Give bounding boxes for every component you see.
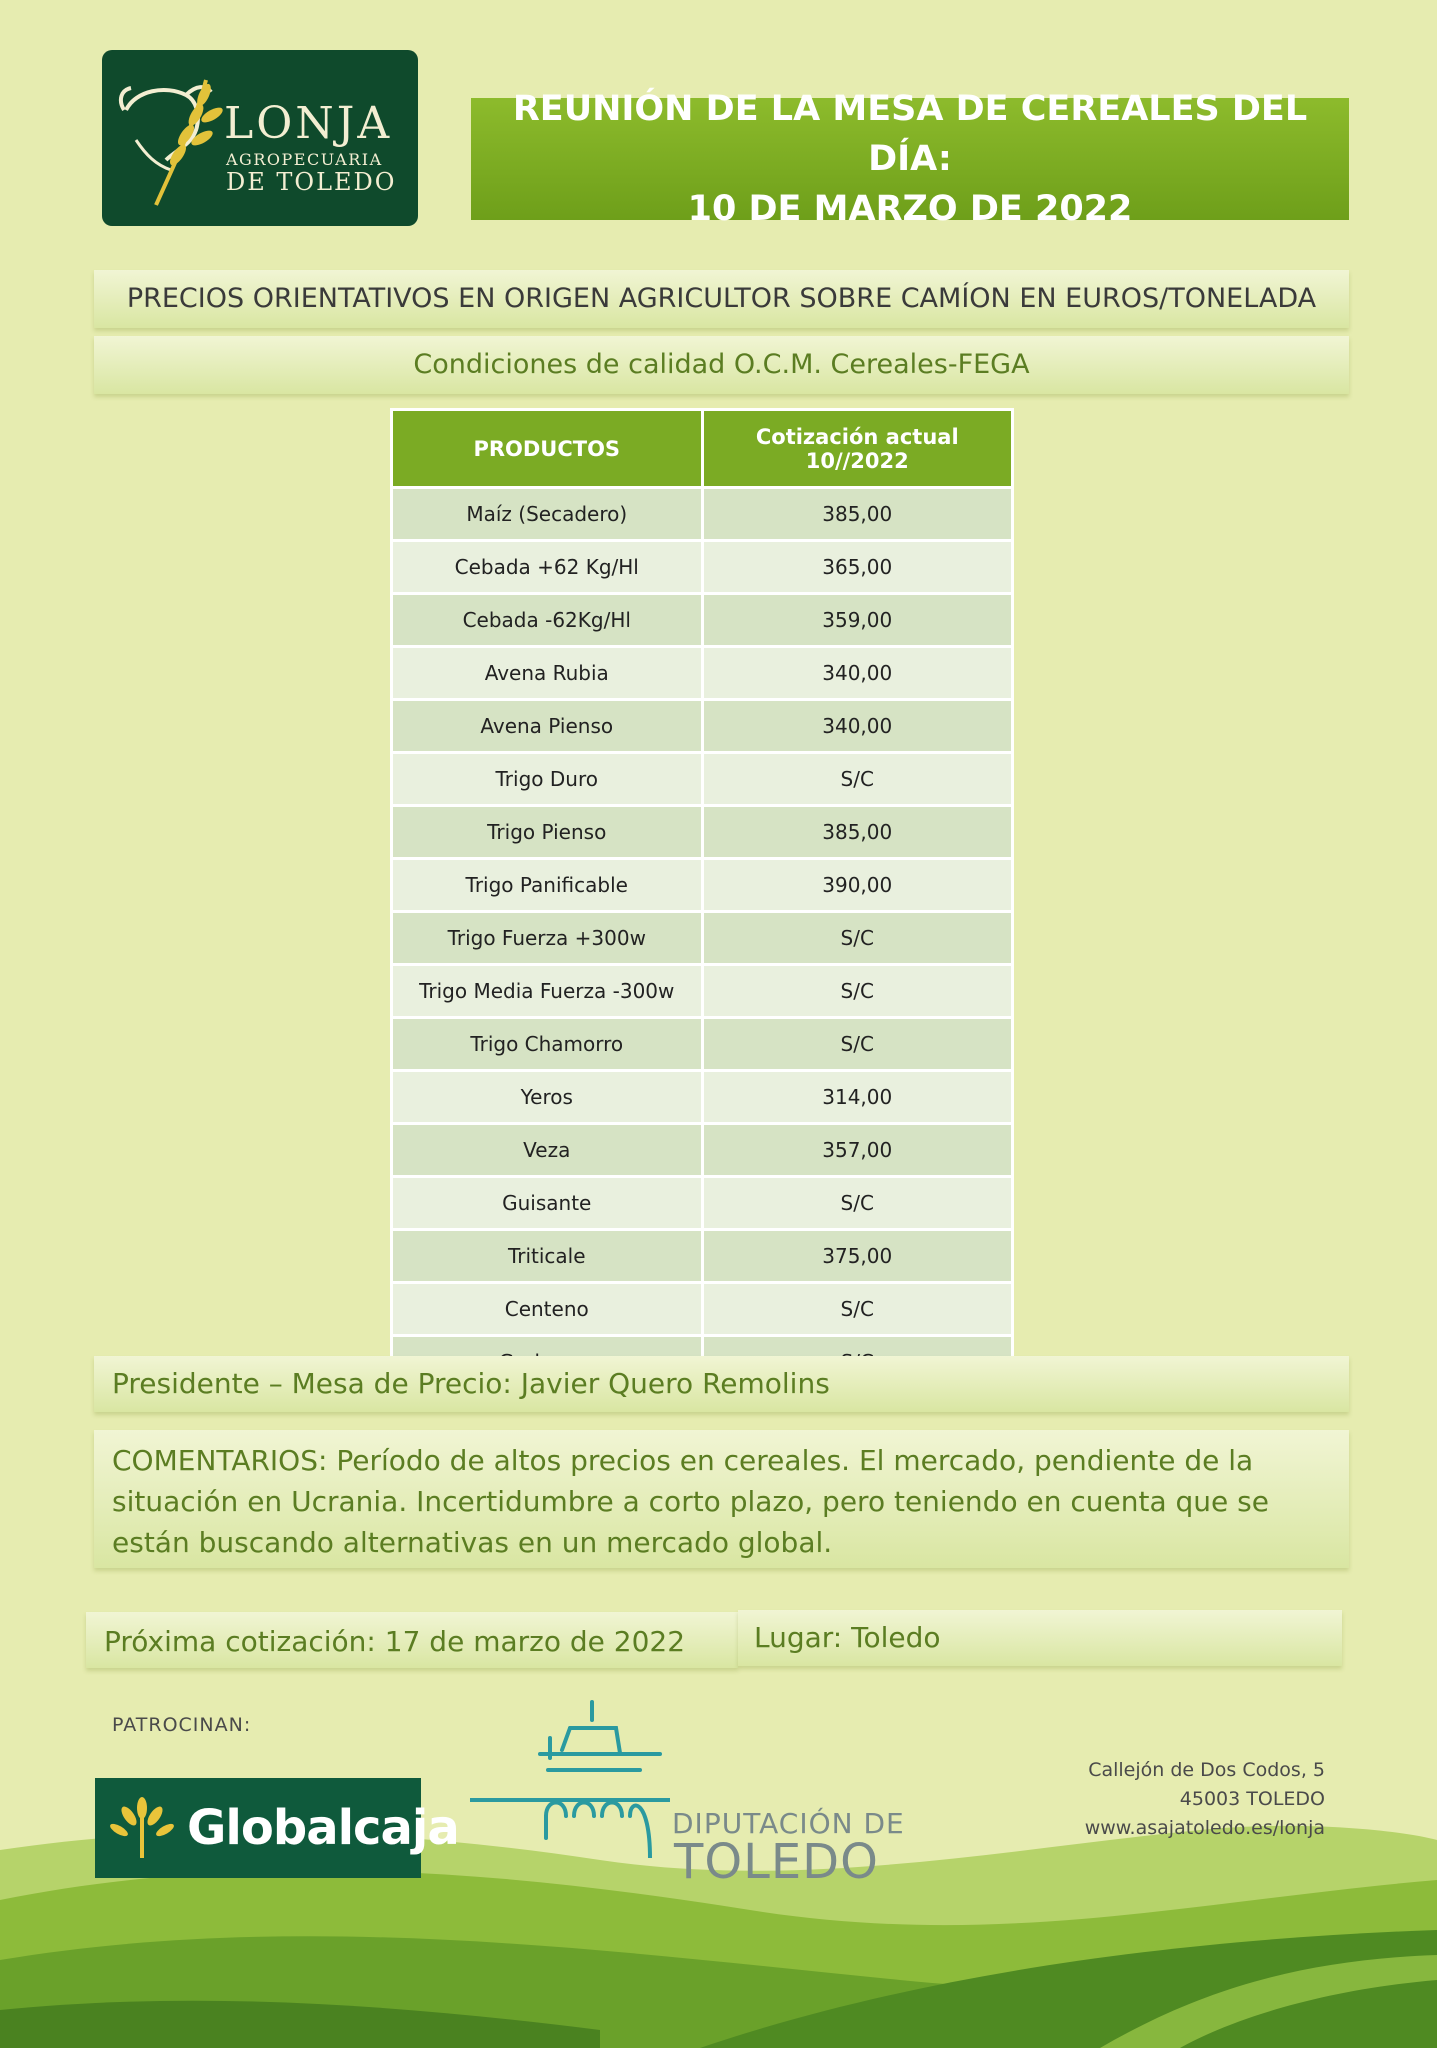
column-header-products: PRODUCTOS (392, 410, 703, 488)
price-cell: S/C (702, 1018, 1013, 1071)
price-cell: S/C (702, 965, 1013, 1018)
sponsors-label: PATROCINAN: (112, 1714, 252, 1736)
price-cell: 385,00 (702, 488, 1013, 541)
price-cell: S/C (702, 1177, 1013, 1230)
bull-wheat-icon (116, 70, 226, 210)
table-row (392, 700, 1013, 753)
globalcaja-text: Globalcaja (187, 1800, 459, 1856)
place-band: Lugar: Toledo (738, 1610, 1342, 1666)
price-cell: 385,00 (702, 806, 1013, 859)
price-cell: 375,00 (702, 1230, 1013, 1283)
diputacion-line-2: TOLEDO (674, 1834, 879, 1890)
price-cell: S/C (702, 1283, 1013, 1336)
price-cell: 314,00 (702, 1071, 1013, 1124)
product-cell: Cebada +62 Kg/Hl (392, 541, 703, 594)
product-cell: Centeno (392, 1283, 703, 1336)
table-row (392, 488, 1013, 541)
next-quotation-band: Próxima cotización: 17 de marzo de 2022 (86, 1612, 738, 1668)
product-cell: Trigo Media Fuerza -300w (392, 965, 703, 1018)
table-row (392, 912, 1013, 965)
globalcaja-logo (95, 1778, 459, 1878)
price-cell: 359,00 (702, 594, 1013, 647)
product-cell: Guisante (392, 1177, 703, 1230)
prices-table (390, 408, 1014, 1390)
lonja-logo (102, 50, 418, 226)
price-cell: 365,00 (702, 541, 1013, 594)
product-cell: Cebada -62Kg/Hl (392, 594, 703, 647)
product-cell: Trigo Panificable (392, 859, 703, 912)
table-row (392, 647, 1013, 700)
table-row (392, 1018, 1013, 1071)
president-band: Presidente – Mesa de Precio: Javier Quero Remolins (94, 1356, 1349, 1412)
address-website[interactable]: www.asajatoledo.es/lonja (1084, 1817, 1325, 1839)
product-cell: Avena Pienso (392, 700, 703, 753)
price-cell: S/C (702, 912, 1013, 965)
wheat-sheaf-icon (107, 1796, 177, 1860)
product-cell: Avena Rubia (392, 647, 703, 700)
quality-conditions-band: Condiciones de calidad O.C.M. Cereales-FEGA (94, 336, 1349, 394)
price-cell: 357,00 (702, 1124, 1013, 1177)
price-header-line-2: 10//2022 (805, 448, 909, 473)
prices-note-band: PRECIOS ORIENTATIVOS EN ORIGEN AGRICULTOR SOBRE CAMÍON EN EUROS/TONELADA (94, 270, 1349, 328)
logo-lonja-text: LONJA (224, 98, 393, 149)
product-cell: Maíz (Secadero) (392, 488, 703, 541)
address-city: 45003 TOLEDO (1179, 1788, 1325, 1810)
table-row (392, 753, 1013, 806)
price-cell: S/C (702, 753, 1013, 806)
column-header-price (702, 410, 1013, 488)
logo-agropecuaria-text: AGROPECUARIA (226, 150, 383, 169)
diputacion-castle-icon (470, 1698, 670, 1858)
product-cell: Trigo Pienso (392, 806, 703, 859)
table-row (392, 1283, 1013, 1336)
title-line-1: REUNIÓN DE LA MESA DE CEREALES DEL DÍA: (512, 89, 1308, 179)
table-row (392, 1071, 1013, 1124)
comments-band: COMENTARIOS: Período de altos precios en cereales. El mercado, pendiente de la situación en Ucrania. Incertidumbre a corto plazo, pero teniendo en cuenta que se están buscando alternativas en un mercado global. (94, 1430, 1349, 1568)
table-row (392, 965, 1013, 1018)
price-cell: 390,00 (702, 859, 1013, 912)
logo-toledo-text: DE TOLEDO (226, 168, 397, 196)
product-cell: Trigo Chamorro (392, 1018, 703, 1071)
table-row (392, 594, 1013, 647)
title-line-2: 10 DE MARZO DE 2022 (687, 189, 1133, 229)
table-header-row (392, 410, 1013, 488)
table-row (392, 1124, 1013, 1177)
table-row (392, 859, 1013, 912)
table-row (392, 1230, 1013, 1283)
product-cell: Trigo Duro (392, 753, 703, 806)
page-title (471, 89, 1349, 229)
price-cell: 340,00 (702, 647, 1013, 700)
product-cell: Trigo Fuerza +300w (392, 912, 703, 965)
table-body (392, 488, 1013, 1389)
address-street: Callejón de Dos Codos, 5 (1088, 1759, 1325, 1781)
address-block (1085, 1756, 1325, 1843)
diputacion-line-1: DIPUTACIÓN DE (672, 1807, 905, 1840)
price-header-line-1: Cotización actual (755, 424, 959, 449)
price-cell: 340,00 (702, 700, 1013, 753)
table-row (392, 1177, 1013, 1230)
table-row (392, 541, 1013, 594)
product-cell: Veza (392, 1124, 703, 1177)
product-cell: Triticale (392, 1230, 703, 1283)
table-row (392, 806, 1013, 859)
product-cell: Yeros (392, 1071, 703, 1124)
